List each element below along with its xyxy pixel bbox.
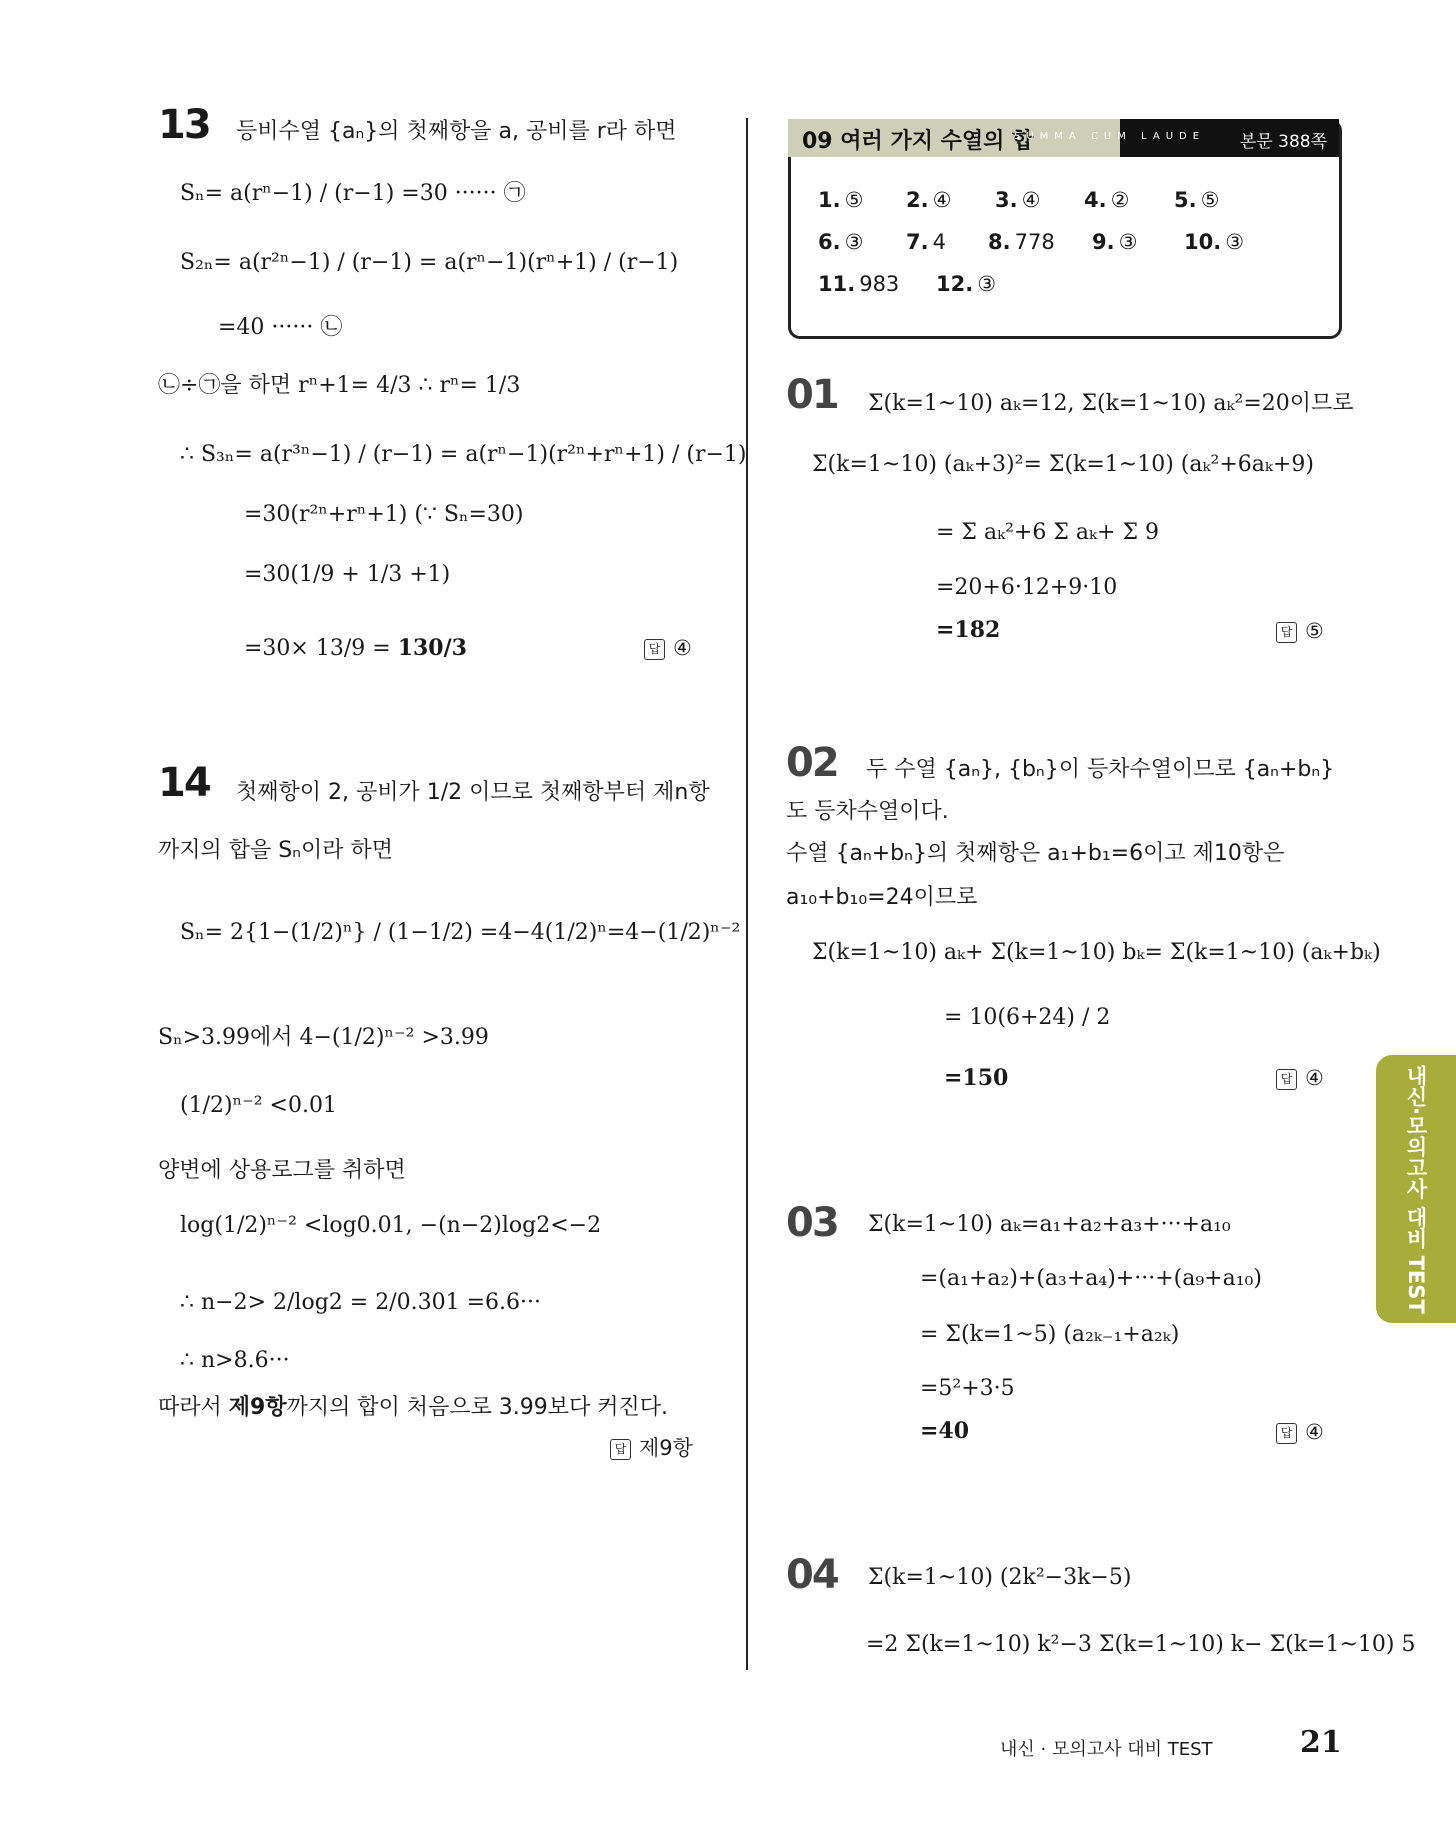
q02-line-2: = 10(6+24) / 2	[944, 1005, 1111, 1030]
q13-line-8	[244, 635, 467, 661]
answer-badge: 답	[1276, 1423, 1297, 1444]
q14-conclusion-bold: 제9항	[228, 1395, 287, 1420]
q14-intro-2: 까지의 합을 Sₙ이라 하면	[158, 838, 393, 863]
q14-conclusion	[158, 1390, 668, 1421]
q14-intro: 첫째항이 2, 공비가 1/2 이므로 첫째항부터 제n항	[236, 780, 710, 805]
q03-line-3: = Σ(k=1~5) (a₂ₖ₋₁+a₂ₖ)	[920, 1322, 1180, 1347]
answer-badge: 답	[610, 1439, 631, 1460]
q01-answer-value: ⑤	[1305, 619, 1324, 643]
answer-key-item: 11. 983	[818, 272, 900, 296]
q03-answer	[1276, 1420, 1324, 1444]
q14-conclusion-c: 까지의 합이 처음으로 3.99보다 커진다.	[286, 1395, 669, 1420]
q02-answer-value: ④	[1305, 1066, 1324, 1090]
q14-line-2: Sₙ>3.99에서 4−(1/2)ⁿ⁻² >3.99	[158, 1025, 489, 1050]
answer-key-item: 12. ③	[936, 272, 997, 296]
q14-line-3: (1/2)ⁿ⁻² <0.01	[180, 1093, 337, 1118]
page-number: 21	[1300, 1725, 1342, 1760]
q14-conclusion-a: 따라서	[158, 1395, 229, 1420]
q14-line-1: Sₙ= 2{1−(1/2)ⁿ} / (1−1/2) =4−4(1/2)ⁿ=4−(1/2)ⁿ⁻²	[180, 920, 741, 945]
q13-answer	[644, 636, 692, 660]
q13-line-1: Sₙ= a(rⁿ−1) / (r−1) =30 ······ ㉠	[180, 181, 526, 206]
q02-intro-3: 수열 {aₙ+bₙ}의 첫째항은 a₁+b₁=6이고 제10항은	[786, 841, 1285, 866]
side-tab-label: 내신·모의고사 대비 TEST	[1404, 1064, 1428, 1314]
answer-key-item: 7. 4	[906, 230, 946, 254]
section-title: 09 여러 가지 수열의 합	[802, 129, 1034, 154]
answer-key-item: 5. ⑤	[1174, 188, 1220, 212]
q03-line-2: =(a₁+a₂)+(a₃+a₄)+···+(a₉+a₁₀)	[920, 1266, 1262, 1291]
q03-answer-value: ④	[1305, 1420, 1324, 1444]
q14-line-6: ∴ n−2> 2/log2 = 2/0.301 =6.6···	[180, 1290, 541, 1315]
q04-line-1: Σ(k=1~10) (2k²−3k−5)	[868, 1565, 1132, 1590]
question-number-04: 04	[786, 1552, 838, 1598]
q02-answer	[1276, 1066, 1324, 1090]
answer-key-item: 1. ⑤	[818, 188, 864, 212]
q14-line-4: 양변에 상용로그를 취하면	[158, 1158, 406, 1183]
q14-line-7: ∴ n>8.6···	[180, 1348, 290, 1373]
answer-key-item: 8. 778	[988, 230, 1055, 254]
question-number-02: 02	[786, 740, 838, 786]
answer-key-item: 2. ④	[906, 188, 952, 212]
answer-key-item: 6. ③	[818, 230, 864, 254]
q13-answer-value: ④	[673, 636, 692, 660]
answer-key-item: 3. ④	[995, 188, 1041, 212]
q01-line-4: =20+6·12+9·10	[936, 575, 1118, 600]
q13-line-4: ㉡÷㉠을 하면 rⁿ+1= 4/3 ∴ rⁿ= 1/3	[158, 373, 521, 398]
q02-intro-2: 도 등차수열이다.	[786, 799, 949, 824]
q13-intro: 등비수열 {aₙ}의 첫째항을 a, 공비를 r라 하면	[236, 119, 677, 144]
q02-intro: 두 수열 {aₙ}, {bₙ}이 등차수열이므로 {aₙ+bₙ}	[866, 757, 1335, 782]
q01-line-1: Σ(k=1~10) aₖ=12, Σ(k=1~10) aₖ²=20이므로	[868, 391, 1354, 416]
q01-line-3: = Σ aₖ²+6 Σ aₖ+ Σ 9	[936, 520, 1160, 545]
q03-result: =40	[920, 1418, 970, 1444]
q13-line-5: ∴ S₃ₙ= a(r³ⁿ−1) / (r−1) = a(rⁿ−1)(r²ⁿ+rⁿ+1) / (r−1)	[180, 442, 747, 467]
q03-line-1: Σ(k=1~10) aₖ=a₁+a₂+a₃+···+a₁₀	[868, 1212, 1231, 1237]
q14-answer	[610, 1432, 693, 1462]
summa-logo: SUMMA CUM LAUDE	[1014, 131, 1206, 142]
answer-key-item: 10. ③	[1184, 230, 1245, 254]
q02-intro-4: a₁₀+b₁₀=24이므로	[786, 885, 978, 910]
q13-result: 130/3	[397, 635, 467, 661]
q13-line-6: =30(r²ⁿ+rⁿ+1) (∵ Sₙ=30)	[244, 502, 524, 527]
q01-answer	[1276, 619, 1324, 643]
q02-result: =150	[944, 1065, 1009, 1091]
q14-answer-value: 제9항	[639, 1436, 693, 1460]
column-divider	[746, 118, 748, 1670]
answer-key-item: 9. ③	[1092, 230, 1138, 254]
page-reference: 본문 388쪽	[1239, 132, 1327, 152]
q13-line-2: S₂ₙ= a(r²ⁿ−1) / (r−1) = a(rⁿ−1)(rⁿ+1) / (r−1)	[180, 250, 679, 275]
side-section-tab	[1376, 1055, 1456, 1323]
answer-badge: 답	[644, 639, 665, 660]
question-number-13: 13	[158, 102, 210, 148]
answer-badge: 답	[1276, 1069, 1297, 1090]
q13-line-3: =40 ······ ㉡	[218, 315, 343, 340]
footer-title: 내신 · 모의고사 대비 TEST	[1000, 1739, 1213, 1760]
q01-line-2: Σ(k=1~10) (aₖ+3)²= Σ(k=1~10) (aₖ²+6aₖ+9)	[812, 452, 1314, 477]
q14-line-5: log(1/2)ⁿ⁻² <log0.01, −(n−2)log2<−2	[180, 1213, 602, 1238]
question-number-03: 03	[786, 1200, 838, 1246]
q13-line-7: =30(1/9 + 1/3 +1)	[244, 562, 451, 587]
q13-line-8-expr: =30× 13/9 =	[244, 636, 398, 661]
answer-key-header	[788, 119, 1339, 157]
q02-line-1: Σ(k=1~10) aₖ+ Σ(k=1~10) bₖ= Σ(k=1~10) (aₖ+bₖ)	[812, 940, 1381, 965]
q03-line-4: =5²+3·5	[920, 1376, 1015, 1401]
answer-badge: 답	[1276, 622, 1297, 643]
q01-result: =182	[936, 617, 1001, 643]
answer-key-item: 4. ②	[1084, 188, 1130, 212]
question-number-14: 14	[158, 760, 210, 806]
q04-line-2: =2 Σ(k=1~10) k²−3 Σ(k=1~10) k− Σ(k=1~10) 5	[866, 1632, 1416, 1657]
question-number-01: 01	[786, 372, 838, 418]
